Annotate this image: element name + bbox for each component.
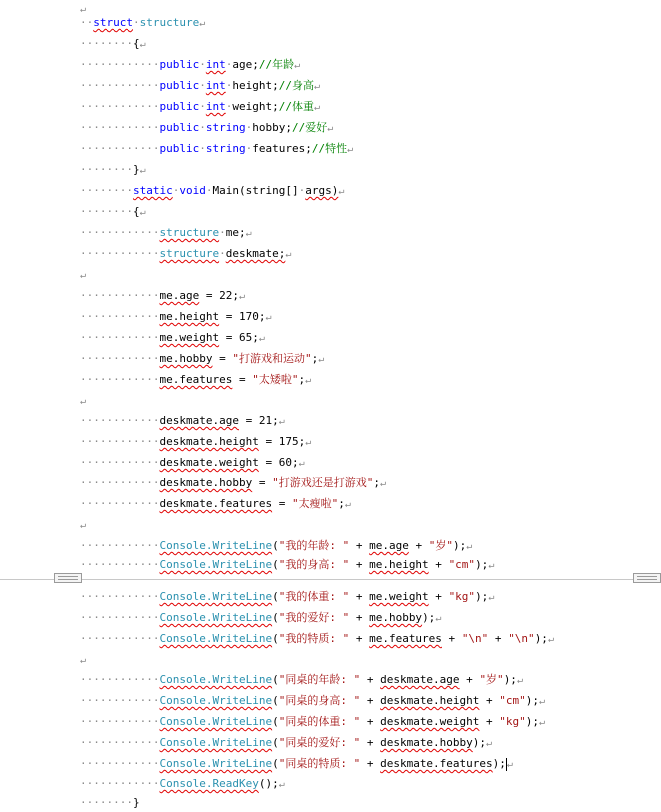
- code-line: ············me.age = 22;↵: [80, 289, 246, 302]
- page-break-right-marker-icon: [633, 573, 661, 583]
- code-line: ············Console.WriteLine("我的年龄: " + me.age + "岁");↵: [80, 539, 473, 552]
- code-line: ········}: [80, 796, 140, 809]
- code-line: ········}↵: [80, 163, 146, 176]
- code-line: ············public·string·features;//特性↵: [80, 142, 354, 155]
- code-line: ············deskmate.age = 21;↵: [80, 414, 285, 427]
- code-line: ············Console.WriteLine("同桌的年龄: " + deskmate.age + "岁");↵: [80, 673, 523, 686]
- page-break-left-marker-icon: [54, 573, 82, 583]
- code-line: ········static·void·Main(string[]·args)↵: [80, 184, 345, 197]
- code-line: ············structure·deskmate;↵: [80, 247, 292, 260]
- code-line: ↵: [80, 270, 87, 281]
- code-line: ············public·int·height;//身高↵: [80, 79, 320, 92]
- code-line: ············me.height = 170;↵: [80, 310, 272, 323]
- code-line: ········{↵: [80, 37, 146, 50]
- code-line: ············public·int·age;//年龄↵: [80, 58, 301, 71]
- code-line: ············Console.WriteLine("同桌的特质: " + deskmate.features);↵: [80, 757, 513, 770]
- code-line: ········{↵: [80, 205, 146, 218]
- code-line: ············Console.WriteLine("同桌的身高: " + deskmate.height + "cm");↵: [80, 694, 546, 707]
- code-line: ↵: [80, 396, 87, 407]
- code-line: ↵: [80, 655, 87, 666]
- code-line: ············public·int·weight;//体重↵: [80, 100, 320, 113]
- code-line: ············me.hobby = "打游戏和运动";↵: [80, 352, 325, 365]
- code-line: ············Console.ReadKey();↵: [80, 777, 285, 790]
- code-line: ············public·string·hobby;//爱好↵: [80, 121, 334, 134]
- code-line: ············deskmate.hobby = "打游戏还是打游戏";↵: [80, 476, 386, 489]
- page-break-line: [0, 579, 661, 580]
- code-line: ············Console.WriteLine("我的爱好: " + me.hobby);↵: [80, 611, 442, 624]
- code-line: ············deskmate.features = "太瘦啦";↵: [80, 497, 351, 510]
- code-line: ············me.features = "太矮啦";↵: [80, 373, 312, 386]
- code-line: ············Console.WriteLine("同桌的爱好: " + deskmate.hobby);↵: [80, 736, 493, 749]
- code-line: ············structure·me;↵: [80, 226, 252, 239]
- code-line: ············Console.WriteLine("我的特质: " + me.features + "\n" + "\n");↵: [80, 632, 554, 645]
- code-line: ············me.weight = 65;↵: [80, 331, 265, 344]
- code-line: ············deskmate.weight = 60;↵: [80, 456, 305, 469]
- code-line: ············Console.WriteLine("我的身高: " + me.height + "cm");↵: [80, 558, 495, 571]
- code-line: ············Console.WriteLine("我的体重: " + me.weight + "kg");↵: [80, 590, 495, 603]
- code-line: ············Console.WriteLine("同桌的体重: " + deskmate.weight + "kg");↵: [80, 715, 546, 728]
- code-line: ··struct·structure↵: [80, 16, 206, 29]
- code-line: ↵: [80, 520, 87, 531]
- code-line: ············deskmate.height = 175;↵: [80, 435, 312, 448]
- code-line: ↵: [80, 4, 87, 15]
